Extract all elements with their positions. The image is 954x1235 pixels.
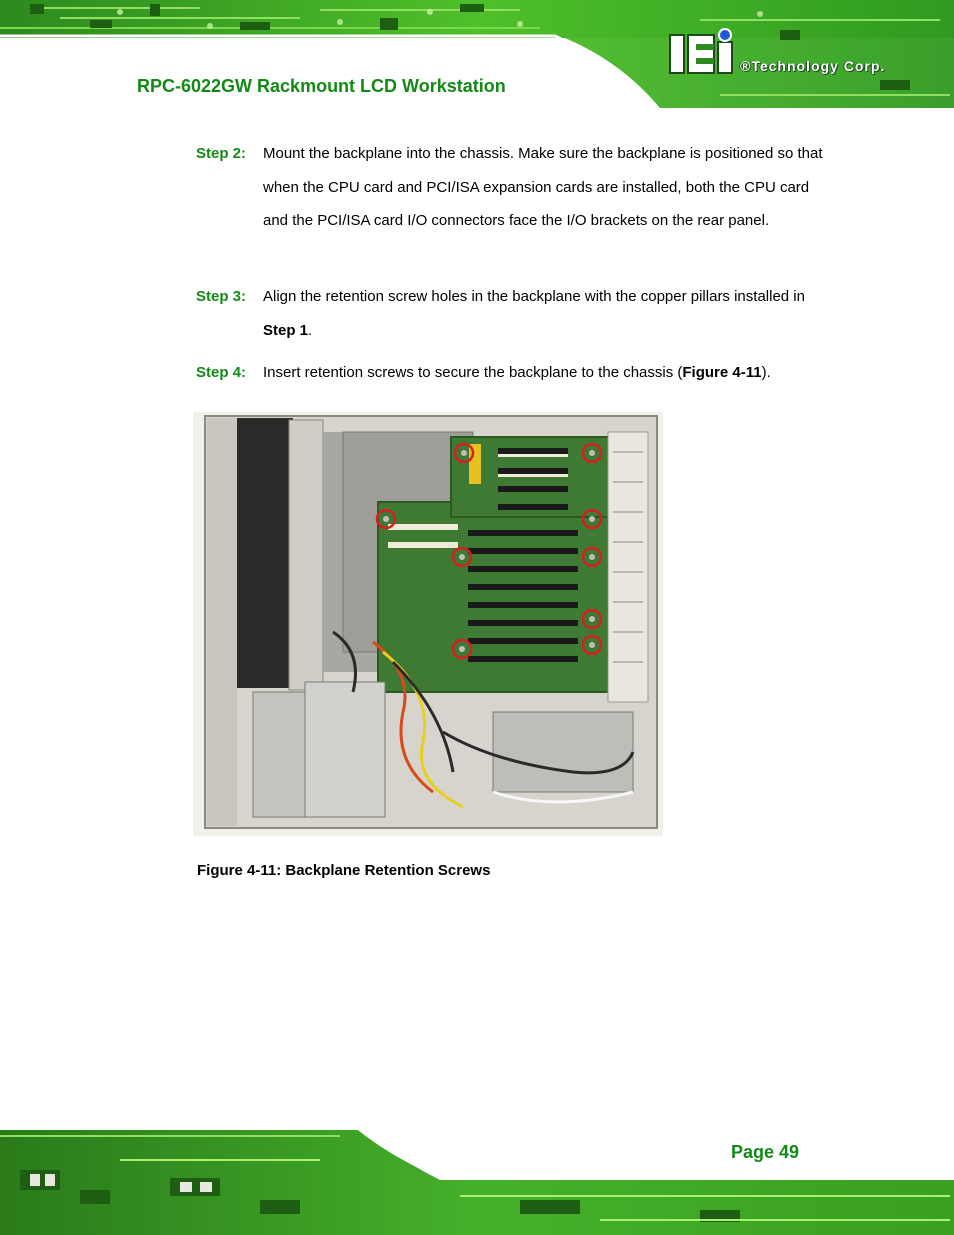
page-number: Page 49	[731, 1142, 800, 1162]
step-label: Step 4:	[196, 364, 247, 381]
step-2	[196, 137, 836, 271]
step-text: Mount the backplane into the chassis. Make sure the backplane is positioned so that when the CPU card and PCI/ISA expansion cards are installed, both the CPU card and the PCI/ISA card I/O connectors face the I/O brackets on the rear panel.	[263, 145, 823, 229]
figure-caption: Figure 4-11: Backplane Retention Screws	[197, 862, 491, 879]
step-text-part: .	[308, 321, 313, 339]
circuit-board-banner	[0, 1120, 954, 1235]
step-4	[196, 356, 836, 390]
step-text-part: Insert retention screws to secure the backplane to the chassis (	[263, 364, 683, 381]
backplane-photo	[193, 412, 663, 836]
page-footer	[0, 1120, 954, 1235]
document-title: RPC-6022GW Rackmount LCD Workstation	[137, 76, 506, 96]
company-logo-text: ®Technology Corp.	[740, 58, 886, 74]
step-text-part: ).	[761, 364, 771, 381]
iei-logo-icon	[670, 29, 732, 73]
step-text	[263, 356, 823, 390]
step-text	[263, 280, 823, 347]
step-text-part: Align the retention screw holes in the backplane with the copper pillars installed in	[263, 288, 805, 305]
chassis-illustration	[193, 412, 663, 836]
step-label: Step 2:	[196, 145, 247, 162]
step-label: Step 3:	[196, 288, 247, 305]
step-3	[196, 280, 836, 348]
figure-reference: Figure 4-11	[682, 364, 762, 381]
step-reference: Step 1	[263, 321, 309, 339]
page-header	[0, 0, 954, 115]
